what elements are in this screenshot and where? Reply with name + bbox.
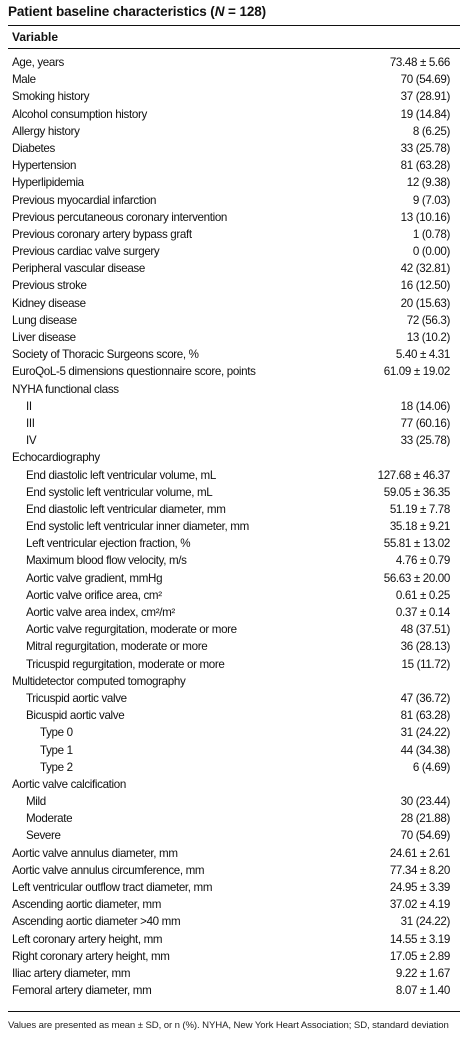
column-header-variable: Variable: [12, 30, 59, 44]
row-label: Aortic valve gradient, mmHg: [26, 571, 163, 585]
table-row: [8, 432, 460, 449]
row-label: Society of Thoracic Surgeons score, %: [12, 348, 199, 362]
row-label: III: [26, 416, 35, 430]
row-label: Multidetector computed tomography: [12, 674, 186, 688]
table-row: [8, 621, 460, 638]
row-label: Age, years: [12, 56, 64, 69]
header-rule: [8, 48, 460, 49]
row-label: Ascending aortic diameter, mm: [12, 898, 162, 912]
row-label: Aortic valve regurgitation, moderate or more: [26, 623, 237, 637]
row-label: Aortic valve annulus circumference, mm: [12, 863, 205, 877]
top-rule: [8, 25, 460, 26]
row-value: 37 (28.91): [400, 90, 450, 104]
row-value: 77.34 ± 8.20: [389, 863, 450, 877]
table-row: [8, 707, 460, 724]
row-label: Bicuspid aortic valve: [26, 709, 125, 723]
table-row: [8, 329, 460, 346]
table-row: [8, 948, 460, 965]
row-label: Peripheral vascular disease: [12, 262, 145, 276]
table-row: [8, 982, 460, 999]
row-label: NYHA functional class: [12, 382, 119, 396]
table-row: [8, 845, 460, 862]
row-value: 5.40 ± 4.31: [395, 348, 450, 362]
row-label: Aortic valve orifice area, cm²: [26, 588, 162, 602]
table-row: [8, 776, 460, 793]
row-value: 24.95 ± 3.39: [389, 881, 450, 894]
table-row: [8, 570, 460, 587]
table-row: [8, 552, 460, 569]
row-value: 13 (10.16): [400, 210, 450, 224]
row-value: 48 (37.51): [400, 623, 450, 637]
table-title: [8, 4, 266, 19]
row-value: 18 (14.06): [400, 399, 450, 413]
table-row: [8, 913, 460, 930]
row-value: 36 (28.13): [400, 640, 450, 654]
table-row: [8, 226, 460, 243]
row-label: Type 0: [40, 726, 73, 740]
table-row: [8, 759, 460, 776]
row-label: Iliac artery diameter, mm: [12, 966, 131, 980]
table-row: [8, 295, 460, 312]
row-label: Previous percutaneous coronary intervention: [12, 210, 228, 224]
row-label: End diastolic left ventricular diameter, mm: [26, 502, 226, 516]
row-label: Mild: [26, 795, 46, 809]
table-row: [8, 896, 460, 913]
title-prefix: Patient baseline characteristics (: [8, 4, 215, 19]
row-label: Type 1: [40, 743, 73, 757]
title-suffix: = 128): [224, 4, 267, 19]
table-row: [8, 312, 460, 329]
table-row: [8, 535, 460, 552]
table-row: [8, 810, 460, 827]
table-row: [8, 518, 460, 535]
table-row: [8, 879, 460, 896]
table-row: [8, 793, 460, 810]
row-label: Smoking history: [12, 90, 90, 104]
row-value: 4.76 ± 0.79: [395, 554, 450, 568]
row-value: 9 (7.03): [412, 193, 450, 207]
table-row: [8, 827, 460, 844]
row-label: Echocardiography: [12, 451, 100, 465]
row-value: 31 (24.22): [400, 915, 450, 929]
row-value: 8 (6.25): [412, 124, 450, 138]
table-row: [8, 673, 460, 690]
row-label: Previous coronary artery bypass graft: [12, 227, 192, 241]
row-value: 44 (34.38): [400, 743, 450, 757]
row-label: Aortic valve annulus diameter, mm: [12, 846, 178, 860]
row-value: 12 (9.38): [406, 176, 450, 190]
row-value: 61.09 ± 19.02: [383, 365, 450, 379]
table-row: [8, 243, 460, 260]
table-row: [8, 106, 460, 123]
row-label: Left ventricular ejection fraction, %: [26, 537, 191, 551]
table-row: [8, 363, 460, 380]
row-value: 73.48 ± 5.66: [389, 56, 450, 69]
row-value: 15 (11.72): [401, 657, 450, 671]
table-row: [8, 449, 460, 466]
row-label: End systolic left ventricular inner diameter, mm: [26, 520, 249, 534]
row-value: 31 (24.22): [400, 726, 450, 740]
row-value: 9.22 ± 1.67: [395, 966, 450, 980]
table-row: [8, 192, 460, 209]
table-row: [8, 467, 460, 484]
row-value: 17.05 ± 2.89: [389, 949, 450, 963]
row-value: 81 (63.28): [400, 159, 450, 173]
bottom-rule: [8, 1011, 460, 1012]
row-value: 47 (36.72): [400, 691, 450, 705]
row-value: 56.63 ± 20.00: [383, 571, 450, 585]
row-label: IV: [26, 434, 37, 448]
row-label: Aortic valve area index, cm²/m²: [26, 606, 175, 619]
row-label: Type 2: [40, 760, 73, 774]
table-body: [8, 54, 460, 999]
row-label: Hyperlipidemia: [12, 176, 84, 190]
row-value: 14.55 ± 3.19: [389, 932, 450, 946]
row-label: Right coronary artery height, mm: [12, 949, 170, 963]
row-value: 37.02 ± 4.19: [389, 898, 450, 912]
row-value: 33 (25.78): [400, 434, 450, 448]
table-row: [8, 346, 460, 363]
table-row: [8, 157, 460, 174]
table-row: [8, 587, 460, 604]
row-label: Tricuspid regurgitation, moderate or more: [26, 657, 225, 671]
row-label: Alcohol consumption history: [12, 107, 147, 121]
row-value: 16 (12.50): [400, 279, 450, 293]
row-label: Left coronary artery height, mm: [12, 932, 163, 946]
row-label: Moderate: [26, 812, 73, 826]
row-label: Severe: [26, 829, 61, 843]
table-row: [8, 277, 460, 294]
row-value: 0 (0.00): [412, 245, 450, 259]
row-value: 77 (60.16): [400, 416, 450, 430]
row-label: Mitral regurgitation, moderate or more: [26, 640, 208, 654]
row-value: 42 (32.81): [400, 262, 450, 276]
row-label: Male: [12, 73, 36, 87]
row-value: 35.18 ± 9.21: [389, 520, 450, 534]
row-value: 81 (63.28): [400, 709, 450, 723]
table-row: [8, 656, 460, 673]
row-label: Femoral artery diameter, mm: [12, 984, 152, 998]
table-row: [8, 54, 460, 71]
table-row: [8, 88, 460, 105]
table-row: [8, 862, 460, 879]
table-row: [8, 123, 460, 140]
row-value: 59.05 ± 36.35: [383, 485, 450, 499]
table-row: [8, 690, 460, 707]
row-label: Left ventricular outflow tract diameter, mm: [12, 881, 213, 894]
row-label: Liver disease: [12, 331, 76, 344]
row-value: 28 (21.88): [400, 812, 450, 826]
table-row: [8, 415, 460, 432]
table-row: [8, 381, 460, 398]
row-value: 13 (10.2): [406, 331, 450, 344]
table-row: [8, 260, 460, 277]
row-value: 55.81 ± 13.02: [383, 537, 450, 551]
row-value: 20 (15.63): [400, 296, 450, 310]
table-row: [8, 724, 460, 741]
row-value: 51.19 ± 7.78: [389, 502, 450, 516]
row-label: EuroQoL-5 dimensions questionnaire score, points: [12, 365, 256, 379]
row-label: Ascending aortic diameter >40 mm: [12, 915, 181, 929]
table-row: [8, 484, 460, 501]
row-label: Kidney disease: [12, 296, 86, 310]
table-row: [8, 931, 460, 948]
row-label: Previous cardiac valve surgery: [12, 245, 160, 259]
table-row: [8, 140, 460, 157]
row-value: 33 (25.78): [400, 141, 450, 155]
table-row: [8, 209, 460, 226]
table-row: [8, 965, 460, 982]
row-label: Previous stroke: [12, 279, 87, 293]
row-label: Aortic valve calcification: [12, 777, 126, 791]
table-row: [8, 604, 460, 621]
row-label: End diastolic left ventricular volume, mL: [26, 468, 216, 482]
table-row: [8, 501, 460, 518]
title-n: N: [214, 4, 225, 19]
table-row: [8, 742, 460, 759]
row-label: End systolic left ventricular volume, mL: [26, 485, 213, 499]
table-row: [8, 174, 460, 191]
row-label: Lung disease: [12, 313, 77, 327]
row-label: Hypertension: [12, 159, 77, 173]
row-label: Previous myocardial infarction: [12, 193, 157, 207]
row-value: 1 (0.78): [412, 227, 450, 241]
row-value: 8.07 ± 1.40: [395, 984, 450, 998]
row-label: Maximum blood flow velocity, m/s: [26, 554, 187, 568]
table-row: [8, 398, 460, 415]
row-value: 127.68 ± 46.37: [377, 468, 450, 482]
row-value: 72 (56.3): [406, 313, 450, 327]
row-label: Allergy history: [12, 124, 80, 138]
row-value: 0.37 ± 0.14: [395, 606, 450, 619]
row-value: 6 (4.69): [412, 760, 450, 774]
row-value: 0.61 ± 0.25: [395, 588, 450, 602]
table-row: [8, 71, 460, 88]
row-label: Diabetes: [12, 141, 55, 155]
table-footnote: Values are presented as mean ± SD, or n (%). NYHA, New York Heart Association; SD, standard deviation: [8, 1020, 449, 1031]
row-label: Tricuspid aortic valve: [26, 691, 127, 705]
row-value: 70 (54.69): [400, 73, 450, 87]
row-value: 70 (54.69): [400, 829, 450, 843]
row-value: 19 (14.84): [400, 107, 450, 121]
row-label: II: [26, 399, 32, 413]
row-value: 24.61 ± 2.61: [389, 846, 450, 860]
table-row: [8, 638, 460, 655]
row-value: 30 (23.44): [400, 795, 450, 809]
